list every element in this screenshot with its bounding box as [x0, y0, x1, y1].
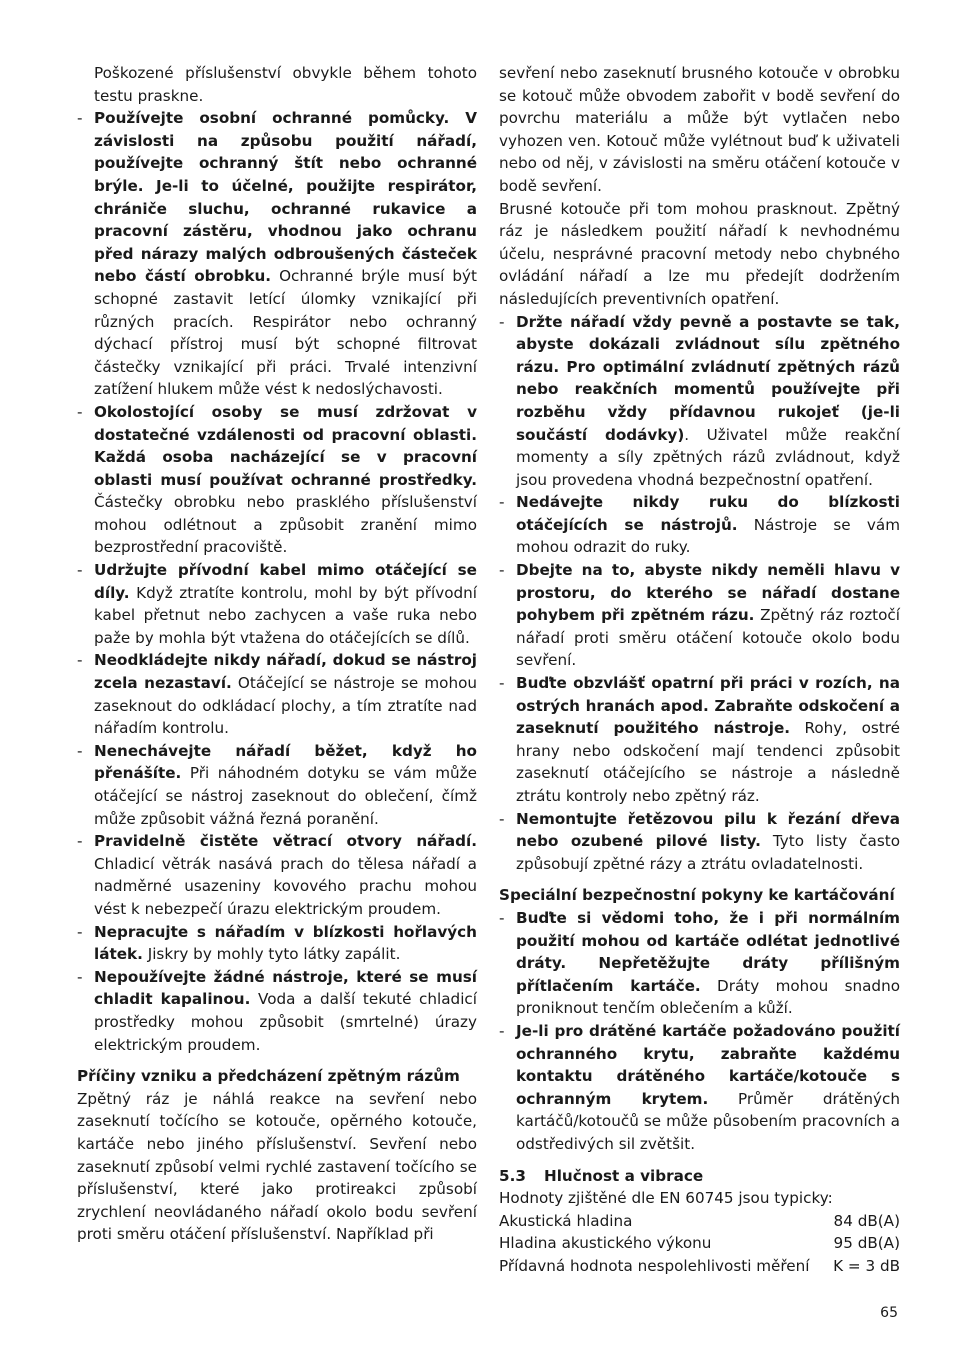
bullet-text: Otáčející se nástroje se mohou zaseknout do odkládací plochy, a tím ztratíte nad nářadím kontrolu. [94, 674, 477, 738]
dash-bullet: - [77, 832, 83, 851]
dash-bullet: - [77, 967, 83, 986]
list-item [499, 808, 900, 876]
right-column [499, 62, 900, 1277]
bullet-bold: Dbejte na to, abyste nikdy neměli hlavu v prostoru, do kterého se nářadí dostane pohybem při zpětném rázu. [516, 561, 900, 625]
bullet-bold: Neodkládejte nikdy nářadí, dokud se nástroj zcela nezastaví. [94, 651, 477, 693]
list-item [499, 1020, 900, 1156]
page-number: 65 [880, 1305, 898, 1321]
dash-bullet: - [77, 561, 83, 580]
section-number: 5.3 [499, 1166, 526, 1185]
brush-heading: Speciální bezpečnostní pokyny ke kartáčování [499, 886, 895, 905]
continued-text: sevření nebo zaseknutí brusného kotouče v obrobku se kotouč může obvodem zabořit v bodě sevření do povrchu materiálu a může být vytlačen nebo vyhozen ven. Kotouč může vylétnout buď k uživateli nebo od něj, v závislosti na směru otáčení kotouče v bodě sevření. [499, 64, 900, 195]
noise-intro: Hodnoty zjištěné dle EN 60745 jsou typicky: [499, 1189, 833, 1208]
dash-bullet: - [77, 922, 83, 941]
dash-bullet: - [77, 651, 83, 670]
bullet-text: Ochranné brýle musí být schopné zastavit letící úlomky vznikající při různých pracích. Respirátor nebo ochranný dýchací přístroj musí být schopné filtrovat částečky vznikající při práci. Trvalé intenzivní zatížení hlukem může vést k nedoslýchavosti. [94, 267, 477, 399]
bullet-bold: Používejte osobní ochranné pomůcky. V závislosti na způsobu použití nářadí, používejte ochranný štít nebo ochranné brýle. Je-li to účelné, použijte respirátor, chrániče sluchu, ochranné rukavice a pracovní zástěru, vhodnou jako ochranu před nárazy malých odbroušených částeček nebo částí obrobku. [94, 109, 477, 286]
list-item [499, 311, 900, 492]
dash-bullet: - [499, 674, 505, 693]
noise-value: K = 3 dB [833, 1256, 900, 1275]
bullet-text: Když ztratíte kontrolu, mohl by být přívodní kabel přetnut nebo zachycen a vaše ruka nebo paže by mohla být vtažena do otáčejících se dílů. [94, 583, 477, 647]
section-heading [499, 1165, 900, 1188]
noise-table [499, 1210, 900, 1278]
bullet-text: Rohy, ostré hrany nebo odskočení mají tendenci způsobit zaseknutí otáčejícího se nástroje a následně ztrátu kontroly nebo zpětný ráz. [516, 719, 900, 805]
list-item [77, 559, 477, 649]
dash-bullet: - [499, 908, 505, 927]
bullet-text: Dráty mohou snadno proniknout tenčím oblečením a kůží. [516, 976, 900, 1018]
dash-bullet: - [77, 402, 83, 421]
bullet-bold: Držte nářadí vždy pevně a postavte se tak, abyste dokázali zvládnout sílu zpětného rázu. Pro optimální zvládnutí zpětných rázů nebo reakčních momentů používejte při rozběhu vždy přídavnou rukojeť (je-li součástí dodávky) [516, 312, 900, 444]
bullet-bold: Je-li pro drátěné kartáče požadováno použití ochranného krytu, zabraňte každému kontaktu drátěného kartáče/kotouče s ochranným krytem. [516, 1021, 900, 1108]
bullet-text: . Uživatel může reakční momenty a síly zpětných rázů zvládnout, když jsou provedena vhodná bezpečnostní opatření. [516, 425, 901, 489]
table-row [499, 1210, 900, 1233]
dash-bullet: - [77, 109, 83, 128]
bullet-bold: Okolostojící osoby se musí zdržovat v dostatečné vzdálenosti od pracovní oblasti. Každá osoba nacházející se v pracovní oblasti musí používat ochranné prostředky. [94, 402, 477, 489]
noise-value: 84 dB(A) [833, 1211, 900, 1230]
bullet-bold: Buďte obzvlášť opatrní při práci v rozích, na ostrých hranách apod. Zabraňte odskočení a zaseknutí použitého nástroje. [516, 674, 900, 738]
dash-bullet: - [499, 809, 505, 828]
kickback-text: Zpětný ráz je náhlá reakce na sevření nebo zaseknutí točícího se kotouče, opěrného kotouče, kartáče nebo jiného příslušenství. Sevření nebo zaseknutí způsobí velmi rychlé zastavení točícího se příslušenství, které jako protireakci způsobí zrychlení neovládaného nářadí okolo bodu sevření proti směru otáčení příslušenství. Například při [77, 1089, 477, 1244]
table-row [499, 1255, 900, 1278]
bullet-text: Voda a další tekuté chladicí prostředky mohou způsobit (smrtelné) úrazy elektrickým proudem. [94, 990, 477, 1054]
noise-label: Přídavná hodnota nespolehlivosti měření [499, 1256, 810, 1275]
bullet-text: Průměr drátěných kartáčů/kotoučů se může působením pracovních a odstředivých sil zvětšit. [516, 1089, 900, 1153]
intro-text: Poškozené příslušenství obvykle během tohoto testu praskne. [94, 64, 477, 105]
noise-label: Akustická hladina [499, 1211, 633, 1230]
bullet-text: Chladicí větrák nasává prach do tělesa nářadí a nadměrné usazeniny kovového prachu mohou vést k nebezpečí úrazu elektrickým proudem. [94, 854, 477, 918]
bullet-text: Zpětný ráz roztočí nářadí proti směru otáčení kotouče okolo bodu sevření. [516, 606, 900, 670]
bullet-bold: Buďte si vědomi toho, že i při normálním použití mohou od kartáče odlétat jednotlivé dráty. Nepřetěžujte dráty přílišným přítlačením kartáče. [516, 908, 900, 995]
bullet-bold: Udržujte přívodní kabel mimo otáčející se díly. [94, 561, 477, 602]
list-item [77, 740, 477, 830]
bullet-text: Nástroje se vám mohou odrazit do ruky. [516, 515, 900, 557]
list-item [77, 107, 477, 401]
left-column [77, 62, 477, 1246]
bullet-bold: Nemontujte řetězovou pilu k řezání dřeva nebo ozubené pilové listy. [516, 809, 900, 851]
noise-label: Hladina akustického výkonu [499, 1234, 712, 1253]
section-title: Hlučnost a vibrace [544, 1166, 704, 1185]
list-item [77, 921, 477, 966]
list-item [77, 966, 477, 1056]
bullet-text: Tyto listy často způsobují zpětné rázy a ztrátu ovladatelnosti. [516, 832, 900, 873]
list-item [77, 830, 477, 920]
table-row [499, 1232, 900, 1255]
kickback-consequence-text: Brusné kotouče při tom mohou prasknout. Zpětný ráz je následkem použití nářadí k nevhodnému účelu, nesprávné pracovní metody nebo chybného ovládání nářadí a lze mu předejít dodržením následujících preventivních opatření. [499, 199, 900, 308]
list-item [499, 672, 900, 808]
dash-bullet: - [499, 493, 505, 512]
list-item [77, 649, 477, 739]
kickback-heading: Příčiny vzniku a předcházení zpětným rázům [77, 1067, 460, 1086]
bullet-bold: Nepoužívejte žádné nástroje, které se musí chladit kapalinou. [94, 967, 477, 1009]
dash-bullet: - [77, 741, 83, 760]
bullet-bold: Nepracujte s nářadím v blízkosti hořlavých látek. [94, 922, 477, 964]
list-item [499, 907, 900, 1020]
bullet-bold: Nenechávejte nářadí běžet, když ho přenášíte. [94, 741, 477, 783]
bullet-text: Částečky obrobku nebo prasklého příslušenství mohou odlétnout a způsobit zranění mimo bezprostřední pracoviště. [94, 493, 477, 557]
dash-bullet: - [499, 312, 505, 331]
bullet-bold: Nedávejte nikdy ruku do blízkosti otáčejících se nástrojů. [516, 493, 900, 534]
bullet-bold: Pravidelně čistěte větrací otvory nářadí. [94, 832, 477, 851]
list-item [499, 491, 900, 559]
list-item [77, 401, 477, 559]
noise-value: 95 dB(A) [833, 1234, 900, 1253]
dash-bullet: - [499, 561, 505, 580]
list-item [499, 559, 900, 672]
bullet-text: Při náhodném dotyku se vám může otáčející se nástroj zaseknout do oblečení, čímž může způsobit vážná řezná poranění. [94, 764, 477, 828]
bullet-text: Jiskry by mohly tyto látky zapálit. [142, 945, 401, 964]
dash-bullet: - [499, 1021, 505, 1040]
